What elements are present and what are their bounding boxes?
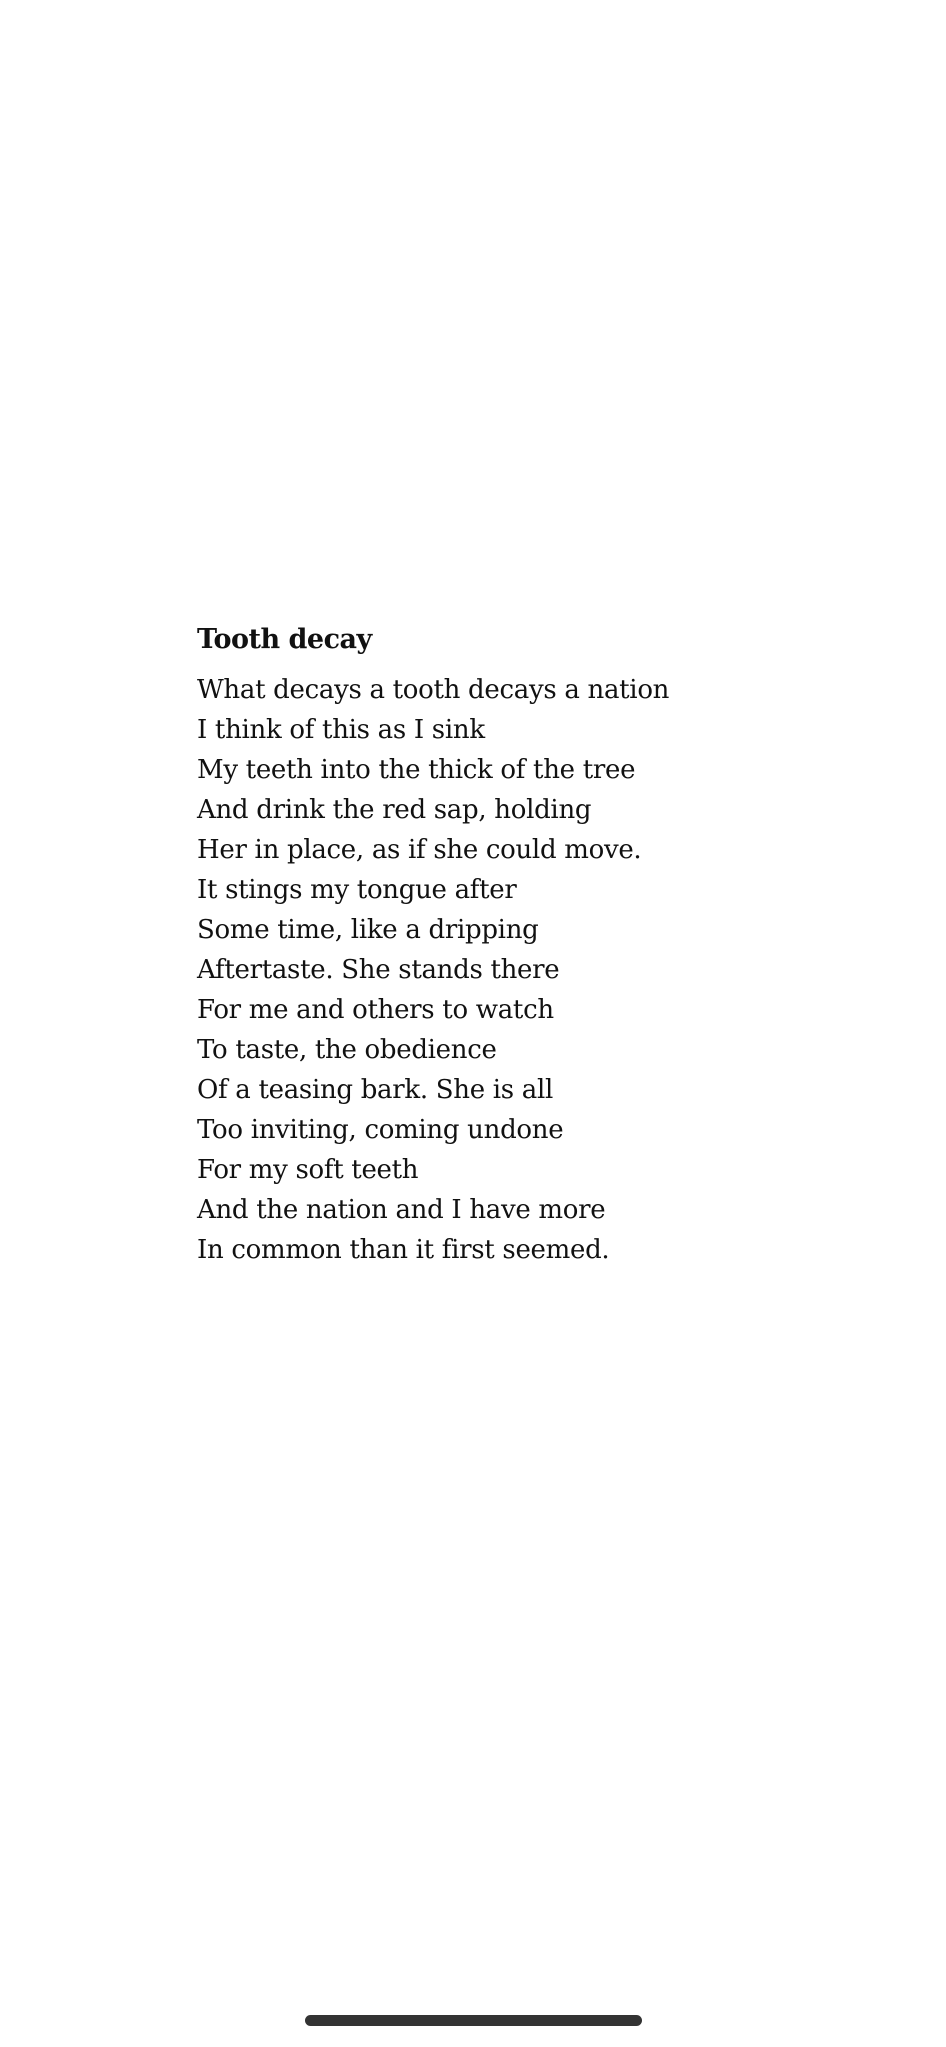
poem-line: My teeth into the thick of the tree [197, 755, 636, 785]
poem-line: To taste, the obedience [197, 1035, 497, 1065]
poem-lines [197, 670, 897, 1270]
poem-line: And drink the red sap, holding [197, 795, 592, 825]
poem [197, 620, 897, 1270]
poem-title: Tooth decay [197, 624, 372, 655]
poem-line: Her in place, as if she could move. [197, 835, 642, 865]
poem-line: For me and others to watch [197, 995, 554, 1025]
poem-line: What decays a tooth decays a nation [197, 675, 670, 705]
poem-line: Aftertaste. She stands there [197, 955, 560, 985]
poem-line: Some time, like a dripping [197, 915, 539, 945]
poem-line: In common than it first seemed. [197, 1235, 610, 1265]
poem-line: Of a teasing bark. She is all [197, 1075, 554, 1105]
poem-line: And the nation and I have more [197, 1195, 606, 1225]
home-indicator[interactable] [305, 2015, 642, 2026]
poem-line: I think of this as I sink [197, 715, 485, 745]
poem-line: Too inviting, coming undone [197, 1115, 564, 1145]
poem-line: It stings my tongue after [197, 875, 517, 905]
poem-line: For my soft teeth [197, 1155, 419, 1185]
